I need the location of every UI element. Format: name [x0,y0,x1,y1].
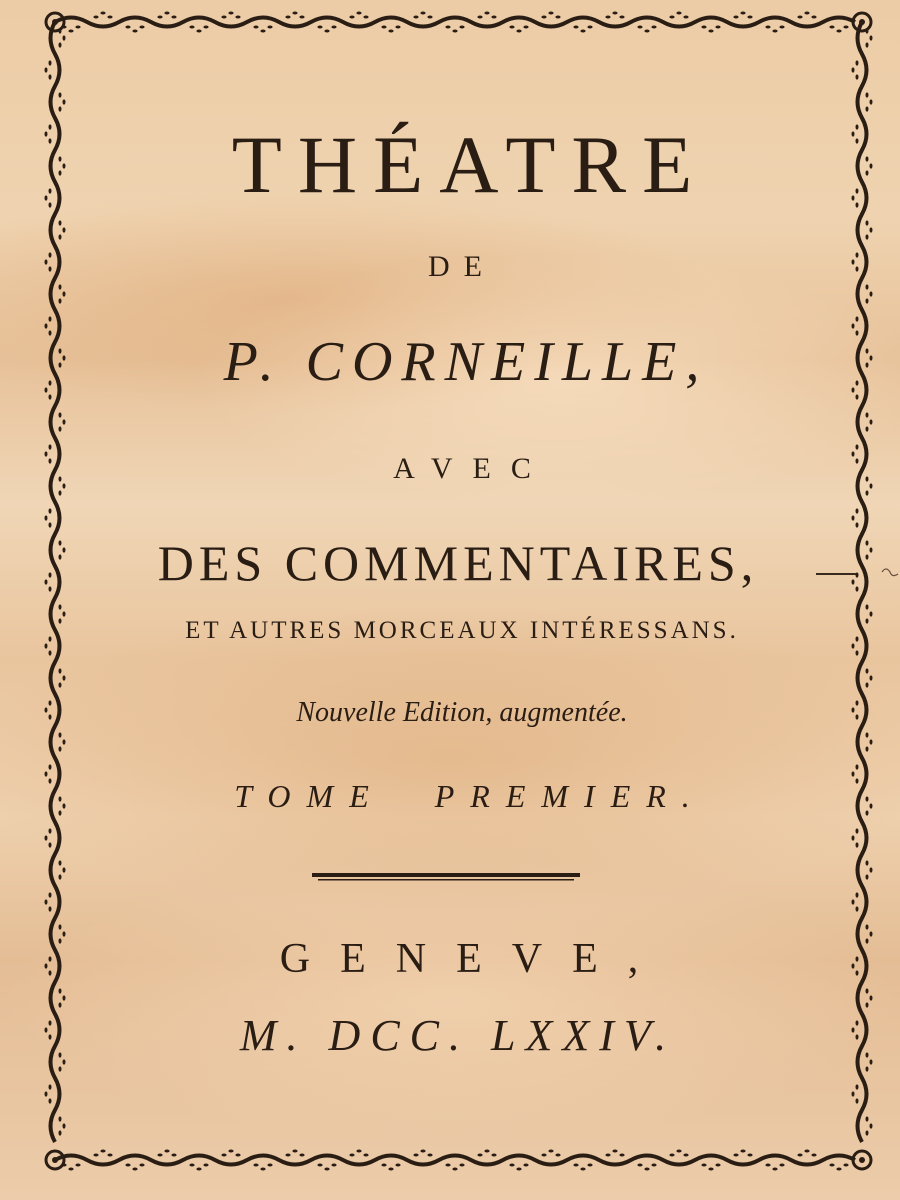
border-leaf [107,1154,112,1157]
border-leaf [59,1130,62,1135]
border-leaf [516,30,521,33]
border-leaf [852,899,855,904]
border-leaf [866,490,869,495]
border-leaf [299,1154,304,1157]
border-leaf [740,12,745,15]
border-leaf [866,604,869,609]
border-leaf [856,1098,859,1103]
border-leaf [59,732,62,737]
border-leaf [870,291,873,296]
border-leaf [324,1168,329,1171]
border-leaf [866,426,869,431]
border-leaf [866,924,869,929]
border-leaf [189,26,194,29]
border-leaf [420,12,425,15]
border-leaf [870,227,873,232]
border-leaf [63,227,66,232]
border-leaf [49,74,52,79]
border-leaf [866,1002,869,1007]
volume-number: PREMIER. [434,778,706,814]
border-leaf [45,515,48,520]
border-leaf [59,92,62,97]
border-leaf [484,12,489,15]
border-leaf [59,426,62,431]
border-leaf [59,1002,62,1007]
border-leaf [548,12,553,15]
border-leaf [683,1154,688,1157]
border-leaf [196,1168,201,1171]
border-leaf [870,99,873,104]
border-leaf [852,67,855,72]
border-leaf [866,234,869,239]
border-leaf [509,1164,514,1167]
border-corner-dot [52,1157,58,1163]
border-leaf [452,1168,457,1171]
margin-pencil-mark [812,564,900,584]
border-corner-dot [859,19,865,25]
border-leaf [235,1154,240,1157]
border-leaf [866,1130,869,1135]
border-leaf [45,67,48,72]
border-leaf [555,16,560,19]
border-leaf [63,995,66,1000]
border-leaf [669,16,674,19]
border-leaf [866,668,869,673]
border-leaf [49,1098,52,1103]
subtitle-autres-morceaux: ET AUTRES MORCEAUX INTÉRESSANS. [185,617,739,644]
border-leaf [59,234,62,239]
border-leaf [866,412,869,417]
border-leaf [866,682,869,687]
border-leaf [59,988,62,993]
border-leaf [866,92,869,97]
border-leaf [866,284,869,289]
border-leaf [427,1154,432,1157]
border-leaf [856,394,859,399]
border-leaf [843,26,848,29]
border-leaf [459,26,464,29]
border-leaf [701,1164,706,1167]
border-leaf [852,515,855,520]
border-leaf [484,1150,489,1153]
border-leaf [856,842,859,847]
border-leaf [59,284,62,289]
border-leaf [45,835,48,840]
border-leaf [59,1116,62,1121]
border-leaf [63,675,66,680]
border-leaf [733,16,738,19]
border-leaf [413,1154,418,1157]
border-leaf [49,522,52,527]
border-leaf [856,892,859,897]
border-leaf [541,1154,546,1157]
border-leaf [852,1091,855,1096]
border-leaf [856,828,859,833]
border-leaf [516,1168,521,1171]
border-leaf [49,394,52,399]
border-leaf [49,906,52,911]
border-leaf [388,1168,393,1171]
book-title: THÉATRE [231,119,709,210]
border-leaf [866,298,869,303]
border-leaf [491,16,496,19]
border-leaf [856,1084,859,1089]
border-leaf [45,1091,48,1096]
title-connector-avec: AVEC [393,452,551,485]
volume-statement [0,778,900,815]
border-leaf [856,316,859,321]
border-leaf [285,16,290,19]
border-leaf [852,771,855,776]
border-leaf [866,1116,869,1121]
subtitle-commentaires: DES COMMENTAIRES, [157,535,759,591]
border-leaf [740,1150,745,1153]
border-leaf [580,1168,585,1171]
border-leaf [866,1066,869,1071]
border-leaf [132,1168,137,1171]
border-leaf [49,444,52,449]
border-leaf [779,26,784,29]
border-vine-stem [55,18,855,27]
border-leaf [260,30,265,33]
border-leaf [866,42,869,47]
border-leaf [445,26,450,29]
border-leaf [573,1164,578,1167]
border-leaf [733,1154,738,1157]
border-leaf [253,1164,258,1167]
border-leaf [235,16,240,19]
border-leaf [866,106,869,111]
border-leaf [605,16,610,19]
border-leaf [866,746,869,751]
border-leaf [59,668,62,673]
border-leaf [541,16,546,19]
border-leaf [856,508,859,513]
border-leaf [267,26,272,29]
border-leaf [804,1150,809,1153]
border-leaf [870,867,873,872]
border-corner-dot [859,1157,865,1163]
border-leaf [68,1168,73,1171]
border-leaf [93,1154,98,1157]
border-leaf [644,1168,649,1171]
border-leaf [381,26,386,29]
border-leaf [63,611,66,616]
border-leaf [171,16,176,19]
border-leaf [59,924,62,929]
border-leaf [829,26,834,29]
border-leaf [866,988,869,993]
border-leaf [870,1123,873,1128]
border-leaf [523,26,528,29]
imprint-date: M. DCC. LXXIV. [239,1011,677,1060]
border-leaf [612,1150,617,1153]
border-leaf [221,1154,226,1157]
border-leaf [395,1164,400,1167]
border-leaf [49,828,52,833]
border-leaf [228,12,233,15]
border-leaf [260,1168,265,1171]
border-leaf [349,1154,354,1157]
border-leaf [285,1154,290,1157]
border-leaf [59,682,62,687]
border-vine-stem [55,1156,855,1165]
border-leaf [836,30,841,33]
double-rule-ornament [312,872,580,882]
border-leaf [59,298,62,303]
border-leaf [619,1154,624,1157]
border-leaf [196,30,201,33]
border-leaf [107,16,112,19]
border-leaf [292,12,297,15]
border-leaf [59,106,62,111]
border-leaf [59,490,62,495]
border-leaf [452,30,457,33]
border-leaf [856,522,859,527]
border-leaf [157,16,162,19]
border-leaf [164,1150,169,1153]
border-leaf [866,874,869,879]
border-leaf [388,30,393,33]
border-leaf [100,12,105,15]
border-leaf [866,732,869,737]
border-leaf [49,842,52,847]
border-leaf [125,26,130,29]
border-leaf [132,30,137,33]
border-leaf [49,764,52,769]
border-leaf [811,16,816,19]
border-leaf [63,867,66,872]
border-leaf [797,16,802,19]
volume-word: TOME [234,778,385,814]
border-leaf [836,1168,841,1171]
border-leaf [587,26,592,29]
border-leaf [772,1168,777,1171]
border-leaf [331,1164,336,1167]
border-leaf [139,1164,144,1167]
border-leaf [356,1150,361,1153]
border-leaf [49,650,52,655]
border-leaf [63,291,66,296]
border-leaf [637,1164,642,1167]
border-leaf [171,1154,176,1157]
border-leaf [715,1164,720,1167]
border-leaf [747,1154,752,1157]
border-leaf [59,220,62,225]
border-leaf [669,1154,674,1157]
border-leaf [573,26,578,29]
border-leaf [491,1154,496,1157]
border-leaf [765,1164,770,1167]
border-leaf [856,650,859,655]
border-leaf [459,1164,464,1167]
border-leaf [651,26,656,29]
border-leaf [866,220,869,225]
border-leaf [253,26,258,29]
border-leaf [765,26,770,29]
border-leaf [852,323,855,328]
border-leaf [45,899,48,904]
border-leaf [420,1150,425,1153]
border-leaf [708,30,713,33]
border-leaf [509,26,514,29]
border-leaf [856,74,859,79]
imprint-place: GENEVE, [279,936,669,982]
border-leaf [676,12,681,15]
border-leaf [63,419,66,424]
border-leaf [189,1164,194,1167]
border-leaf [870,995,873,1000]
border-leaf [317,26,322,29]
border-leaf [267,1164,272,1167]
border-leaf [228,1150,233,1153]
border-leaf [870,739,873,744]
author-name: P. CORNEILLE, [223,331,709,393]
border-leaf [413,16,418,19]
border-leaf [203,1164,208,1167]
border-leaf [49,316,52,321]
border-leaf [363,16,368,19]
border-leaf [555,1154,560,1157]
border-leaf [49,1084,52,1089]
border-leaf [870,419,873,424]
border-leaf [619,16,624,19]
border-leaf [292,1150,297,1153]
border-leaf [317,1164,322,1167]
border-leaf [356,12,361,15]
border-leaf [683,16,688,19]
border-leaf [93,16,98,19]
border-leaf [63,35,66,40]
border-leaf [381,1164,386,1167]
border-leaf [715,26,720,29]
border-leaf [59,746,62,751]
border-leaf [59,1066,62,1071]
border-leaf [548,1150,553,1153]
border-leaf [395,26,400,29]
border-leaf [324,30,329,33]
border-leaf [59,874,62,879]
border-leaf [139,26,144,29]
border-leaf [75,26,80,29]
border-leaf [59,42,62,47]
border-leaf [477,1154,482,1157]
border-leaf [49,892,52,897]
border-leaf [331,26,336,29]
border-leaf [49,60,52,65]
border-leaf [829,1164,834,1167]
border-leaf [870,35,873,40]
border-leaf [856,906,859,911]
border-leaf [445,1164,450,1167]
border-leaf [221,16,226,19]
border-leaf [45,771,48,776]
border-leaf [299,16,304,19]
border-leaf [587,1164,592,1167]
border-leaf [804,12,809,15]
border-corner-dot [52,19,58,25]
border-leaf [125,1164,130,1167]
border-leaf [797,1154,802,1157]
border-leaf [856,764,859,769]
border-leaf [843,1164,848,1167]
border-leaf [856,444,859,449]
border-leaf [45,323,48,328]
border-leaf [866,860,869,865]
border-leaf [363,1154,368,1157]
border-leaf [708,1168,713,1171]
border-leaf [63,739,66,744]
border-leaf [523,1164,528,1167]
border-leaf [772,30,777,33]
border-leaf [747,16,752,19]
border-leaf [651,1164,656,1167]
border-leaf [349,16,354,19]
border-leaf [164,12,169,15]
border-leaf [811,1154,816,1157]
border-leaf [477,16,482,19]
border-leaf [75,1164,80,1167]
border-leaf [676,1150,681,1153]
border-leaf [63,1123,66,1128]
border-leaf [100,1150,105,1153]
border-leaf [580,30,585,33]
border-leaf [59,860,62,865]
border-leaf [203,26,208,29]
border-leaf [644,30,649,33]
border-leaf [856,60,859,65]
edition-statement: Nouvelle Edition, augmentée. [296,697,628,728]
border-leaf [68,30,73,33]
border-leaf [427,16,432,19]
border-leaf [157,1154,162,1157]
border-leaf [612,12,617,15]
border-leaf [637,26,642,29]
border-leaf [59,412,62,417]
border-leaf [779,1164,784,1167]
border-leaf [701,26,706,29]
title-connector-de: DE [428,250,496,283]
border-leaf [49,508,52,513]
border-leaf [63,99,66,104]
border-leaf [852,835,855,840]
border-leaf [870,675,873,680]
border-leaf [605,1154,610,1157]
border-leaf [59,604,62,609]
border-leaf [870,611,873,616]
